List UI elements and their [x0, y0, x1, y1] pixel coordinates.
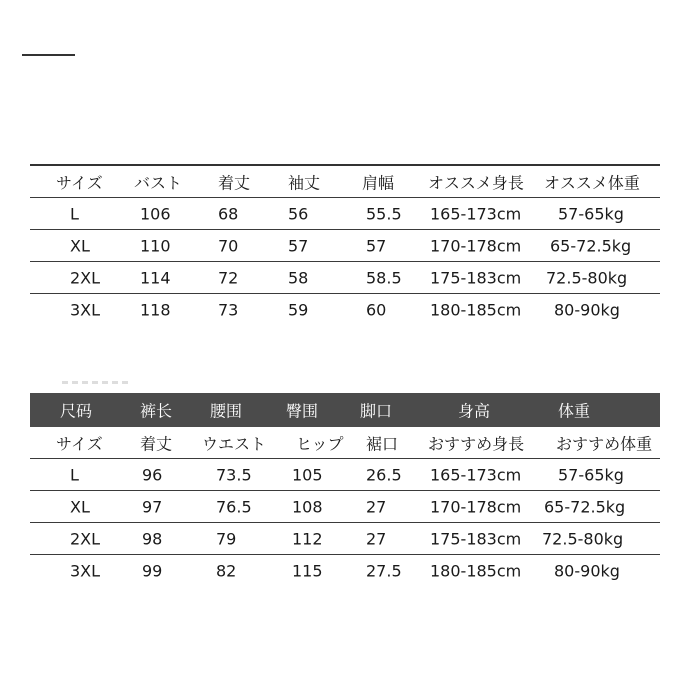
cell-hip: 105: [292, 465, 323, 484]
cell-height: 170-178cm: [430, 497, 522, 516]
header-size: サイズ: [56, 434, 103, 453]
table-dark-header-row: [30, 393, 660, 427]
cell-size: L: [70, 465, 79, 484]
faint-decoration: [62, 381, 132, 384]
cell-size: 3XL: [70, 561, 101, 580]
cell-shoulder: 57: [366, 236, 387, 255]
header-hem: 裾口: [366, 434, 399, 453]
top-decorative-rule: [22, 54, 75, 56]
header-size: サイズ: [56, 173, 103, 192]
cell-length: 98: [142, 529, 163, 548]
cell-weight: 57-65kg: [558, 204, 624, 223]
cell-weight: 72.5-80kg: [546, 268, 628, 287]
cell-height: 170-178cm: [430, 236, 522, 255]
cell-height: 165-173cm: [430, 204, 522, 223]
table-row: [30, 230, 660, 262]
cell-sleeve: 59: [288, 300, 309, 319]
cell-height: 175-183cm: [430, 268, 522, 287]
table-row: [30, 555, 660, 586]
cell-weight: 65-72.5kg: [550, 236, 632, 255]
table-row: [30, 523, 660, 555]
cell-weight: 72.5-80kg: [542, 529, 624, 548]
dark-header-hem: 脚口: [360, 401, 393, 421]
cell-hem: 27: [366, 497, 387, 516]
cell-length: 99: [142, 561, 163, 580]
cell-hip: 115: [292, 561, 323, 580]
dark-header-height: 身高: [458, 401, 491, 421]
header-waist: ウエスト: [202, 434, 267, 453]
cell-waist: 82: [216, 561, 237, 580]
cell-shoulder: 60: [366, 300, 387, 319]
table-row: [30, 459, 660, 491]
cell-size: XL: [70, 236, 90, 255]
cell-waist: 76.5: [216, 497, 252, 516]
cell-height: 175-183cm: [430, 529, 522, 548]
tops-size-table: [30, 164, 660, 325]
table-row: [30, 262, 660, 294]
cell-waist: 79: [216, 529, 237, 548]
cell-height: 180-185cm: [430, 300, 522, 319]
cell-length: 73: [218, 300, 239, 319]
cell-sleeve: 58: [288, 268, 309, 287]
cell-weight: 57-65kg: [558, 465, 624, 484]
dark-header-length: 裤长: [140, 401, 173, 421]
cell-bust: 110: [140, 236, 171, 255]
cell-length: 97: [142, 497, 163, 516]
cell-sleeve: 57: [288, 236, 309, 255]
header-length: 着丈: [218, 173, 251, 192]
cell-waist: 73.5: [216, 465, 252, 484]
pants-size-table: [30, 393, 660, 586]
cell-bust: 118: [140, 300, 171, 319]
cell-hip: 108: [292, 497, 323, 516]
cell-hip: 112: [292, 529, 323, 548]
cell-length: 68: [218, 204, 239, 223]
header-length: 着丈: [140, 434, 173, 453]
cell-hem: 27: [366, 529, 387, 548]
cell-hem: 27.5: [366, 561, 402, 580]
cell-length: 96: [142, 465, 163, 484]
header-rec-height: おすすめ身長: [428, 434, 525, 453]
cell-height: 165-173cm: [430, 465, 522, 484]
header-rec-height: オススメ身長: [428, 173, 524, 192]
header-hip: ヒップ: [296, 434, 344, 453]
cell-height: 180-185cm: [430, 561, 522, 580]
cell-shoulder: 58.5: [366, 268, 402, 287]
header-rec-weight: オススメ体重: [544, 173, 640, 192]
header-sleeve: 袖丈: [288, 173, 321, 192]
cell-size: 2XL: [70, 529, 101, 548]
cell-shoulder: 55.5: [366, 204, 402, 223]
cell-size: 3XL: [70, 300, 101, 319]
dark-header-waist: 腰围: [210, 401, 243, 421]
header-rec-weight: おすすめ体重: [556, 434, 653, 453]
header-bust: バスト: [134, 173, 183, 192]
cell-bust: 106: [140, 204, 171, 223]
table-header-row: [30, 427, 660, 459]
table-row: [30, 491, 660, 523]
table-row: [30, 198, 660, 230]
cell-size: XL: [70, 497, 90, 516]
cell-weight: 80-90kg: [554, 300, 620, 319]
cell-hem: 26.5: [366, 465, 402, 484]
header-shoulder: 肩幅: [362, 173, 395, 192]
dark-header-hip: 臀围: [286, 401, 319, 421]
cell-length: 70: [218, 236, 239, 255]
cell-weight: 65-72.5kg: [544, 497, 626, 516]
table-header-row: [30, 166, 660, 198]
cell-size: L: [70, 204, 79, 223]
cell-length: 72: [218, 268, 239, 287]
cell-bust: 114: [140, 268, 171, 287]
dark-header-size: 尺码: [60, 401, 93, 421]
cell-weight: 80-90kg: [554, 561, 620, 580]
table-row: [30, 294, 660, 325]
dark-header-weight: 体重: [558, 401, 591, 421]
cell-sleeve: 56: [288, 204, 309, 223]
cell-size: 2XL: [70, 268, 101, 287]
